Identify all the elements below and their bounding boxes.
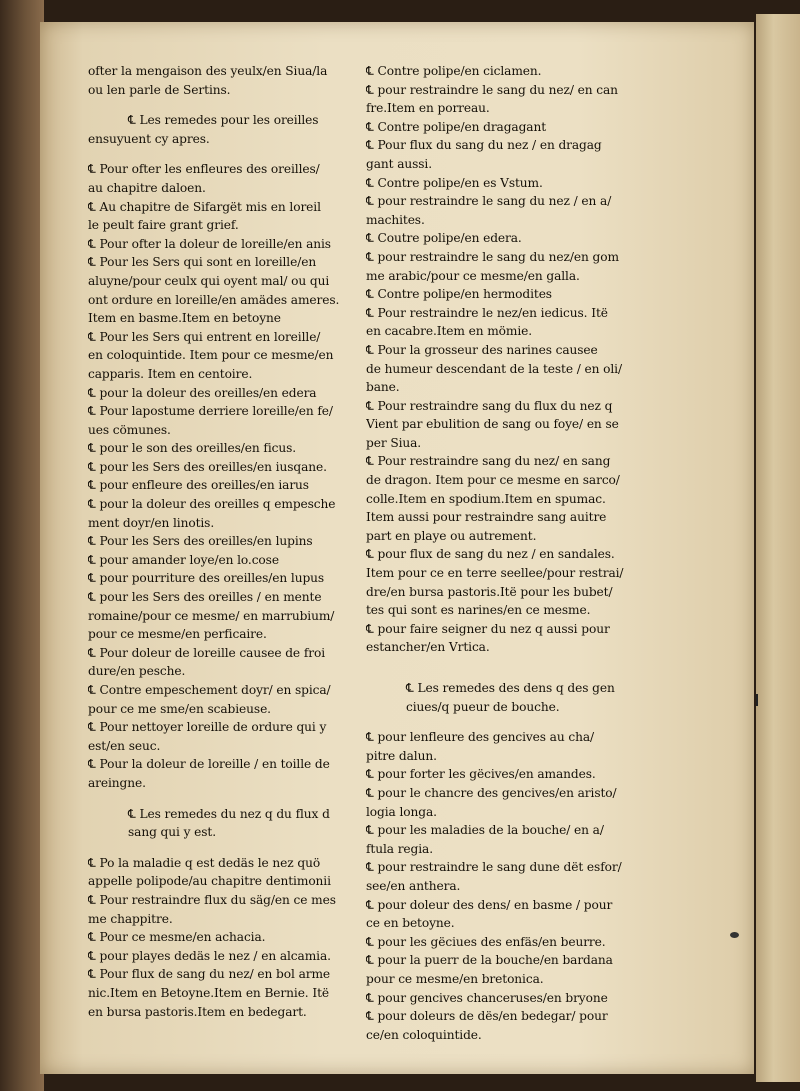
book-binding — [0, 0, 44, 1091]
text-line: ℄ pour pourriture des oreilles/en lupus — [88, 571, 325, 586]
text-line: ℄ pour lenfleure des gencives au cha/ — [366, 730, 595, 745]
text-line: see/en anthera. — [366, 878, 461, 893]
section-heading-line: sang qui y est. — [128, 825, 216, 840]
text-line: romaine/pour ce mesme/ en marrubium/ — [88, 608, 335, 623]
text-line: est/en seuc. — [88, 738, 161, 753]
text-line: pour ce mesme/en bretonica. — [366, 971, 544, 986]
text-line: de dragon. Item pour ce mesme en sarco/ — [366, 473, 620, 488]
text-line: tes qui sont es narines/en ce mesme. — [366, 603, 591, 618]
text-line: ℄ pour les Sers des oreilles / en mente — [88, 590, 322, 605]
text-line: ℄ Contre empeschement doyr/ en spica/ — [88, 683, 331, 697]
text-line: pour ce mesme/en perficaire. — [88, 627, 267, 642]
text-line: ℄ Contre polipe/en es Vstum. — [366, 175, 543, 190]
text-line: ℄ Pour restraindre sang du flux du nez q — [366, 398, 613, 413]
text-line: ℄ Pour restraindre le nez/en iedicus. Itë — [366, 305, 608, 320]
text-line: ment doyr/en linotis. — [88, 515, 215, 530]
text-line: ℄ Pour flux de sang du nez/ en bol arme — [88, 967, 331, 982]
text-line: fre.Item en porreau. — [366, 101, 490, 116]
text-line: logia longa. — [366, 804, 437, 819]
text-line: ℄ Pour restraindre flux du säg/en ce mes — [88, 892, 336, 907]
text-line: ℄ Au chapitre de Sifargët mis en loreil — [88, 199, 321, 214]
right-text-column — [366, 62, 636, 1044]
text-line: ℄ pour le chancre des gencives/en aristo/ — [366, 785, 617, 800]
section-heading-line: ℄ Les remedes pour les oreilles — [128, 113, 319, 128]
text-line: nic.Item en Betoyne.Item en Bernie. Itë — [88, 985, 329, 1000]
spacer — [88, 842, 353, 854]
section-heading-line: ℄ Les remedes du nez q du flux d — [128, 806, 330, 821]
text-line: ℄ pour doleur des dens/ en basme / pour — [366, 897, 613, 912]
text-line: dre/en bursa pastoris.Itë pour les bubet/ — [366, 584, 613, 599]
text-line: ℄ Pour ofter la doleur de loreille/en anis — [88, 236, 331, 251]
text-line: me chappitre. — [88, 911, 173, 926]
text-line: gant aussi. — [366, 156, 432, 171]
text-line: au chapitre daloen. — [88, 180, 206, 195]
text-line: ℄ Pour restraindre sang du nez/ en sang — [366, 454, 611, 469]
text-line: ℄ pour gencives chanceruses/en bryone — [366, 990, 608, 1005]
spacer — [366, 657, 636, 665]
text-line: aluyne/pour ceulx qui oyent mal/ ou qui — [88, 273, 330, 288]
text-line: ℄ Pour nettoyer loreille de ordure qui y — [88, 720, 327, 735]
text-line: ℄ pour playes dedäs le nez / en alcamia. — [88, 948, 331, 963]
text-line: ℄ Contre polipe/en ciclamen. — [366, 64, 542, 78]
text-line: ℄ Pour la grosseur des narines causee — [366, 342, 598, 357]
text-line: ℄ pour amander loye/en lo.cose — [88, 552, 279, 567]
text-line: pitre dalun. — [366, 748, 437, 763]
text-line: de humeur descendant de la teste / en oli/ — [366, 361, 622, 376]
text-line: ℄ pour la doleur des oreilles q empesche — [88, 497, 336, 512]
text-line: appelle polipode/au chapitre dentimonii — [88, 874, 331, 889]
spacer — [88, 148, 353, 160]
text-line: ℄ Pour lapostume derriere loreille/en fe/ — [88, 404, 333, 419]
text-line: ℄ Pour les Sers des oreilles/en lupins — [88, 534, 313, 549]
text-line: Item aussi pour restraindre sang auitre — [366, 510, 607, 525]
text-line: ℄ pour le son des oreilles/en ficus. — [88, 441, 297, 456]
spacer — [88, 99, 353, 111]
margin-mark — [756, 694, 758, 706]
text-line: ℄ pour restraindre le sang du nez/ en can — [366, 82, 618, 97]
text-line: ce en betoyne. — [366, 916, 455, 931]
text-line: ℄ pour les maladies de la bouche/ en a/ — [366, 823, 604, 838]
text-line: ℄ pour enfleure des oreilles/en iarus — [88, 478, 309, 493]
text-line: ℄ Pour ofter les enfleures des oreilles/ — [88, 162, 320, 177]
text-line: ont ordure en loreille/en amädes ameres. — [88, 292, 340, 307]
text-line: part en playe ou autrement. — [366, 528, 537, 543]
text-line: ℄ Po la maladie q est dedäs le nez quö — [88, 855, 321, 870]
text-line: en coloquintide. Item pour ce mesme/en — [88, 348, 334, 363]
text-line: bane. — [366, 380, 400, 395]
text-line: ues cömunes. — [88, 422, 171, 437]
text-line: ℄ pour forter les gëcives/en amandes. — [366, 767, 596, 782]
text-line: ℄ pour la doleur des oreilles/en edera — [88, 385, 317, 400]
text-line: ou len parle de Sertins. — [88, 82, 231, 97]
text-line: en cacabre.Item en mömie. — [366, 324, 533, 339]
text-line: ℄ Coutre polipe/en edera. — [366, 231, 522, 246]
text-line: estancher/en Vrtica. — [366, 640, 490, 655]
text-line: en bursa pastoris.Item en bedegart. — [88, 1004, 307, 1019]
text-line: ℄ Pour les Sers qui sont en loreille/en — [88, 255, 317, 270]
text-line: ℄ Pour les Sers qui entrent en loreille/ — [88, 329, 321, 344]
text-line: Item pour ce en terre seellee/pour restrai/ — [366, 566, 624, 581]
text-line: ℄ pour restraindre le sang du nez/en gom — [366, 249, 619, 264]
left-text-column — [88, 62, 353, 1021]
text-line: ce/en coloquintide. — [366, 1027, 482, 1042]
ink-blot — [730, 932, 739, 938]
text-line: ensuyuent cy apres. — [88, 131, 210, 146]
text-line: ℄ pour restraindre le sang du nez / en a/ — [366, 194, 612, 209]
text-line: ℄ pour faire seigner du nez q aussi pour — [366, 621, 610, 636]
text-line: ℄ pour restraindre le sang dune dët esfor/ — [366, 860, 622, 875]
spacer — [366, 716, 636, 728]
text-line: ofter la mengaison des yeulx/en Siua/la — [88, 64, 328, 78]
text-line: ftula regia. — [366, 841, 433, 856]
adjacent-page-edge — [756, 14, 800, 1082]
text-line: dure/en pesche. — [88, 664, 186, 679]
text-line: colle.Item en spodium.Item en spumac. — [366, 491, 606, 506]
text-line: ℄ Pour la doleur de loreille / en toille de — [88, 757, 330, 772]
text-line: Item en basme.Item en betoyne — [88, 311, 281, 326]
text-line: ℄ Contre polipe/en dragagant — [366, 119, 546, 134]
text-line: pour ce me sme/en scabieuse. — [88, 701, 271, 716]
section-heading-line: ℄ Les remedes des dens q des gen — [406, 681, 615, 695]
spacer — [88, 793, 353, 805]
text-line: ℄ Pour flux du sang du nez / en dragag — [366, 138, 602, 153]
text-line: machites. — [366, 212, 425, 227]
text-line: per Siua. — [366, 435, 422, 450]
text-line: le peult faire grant grief. — [88, 218, 239, 233]
text-line: capparis. Item en centoire. — [88, 366, 253, 381]
text-line: ℄ pour la puerr de la bouche/en bardana — [366, 953, 613, 968]
text-line: ℄ pour les gëciues des enfäs/en beurre. — [366, 934, 606, 949]
text-line: me arabic/pour ce mesme/en galla. — [366, 268, 580, 283]
text-line: areingne. — [88, 775, 146, 790]
text-line: ℄ Contre polipe/en hermodites — [366, 287, 552, 302]
text-line: Vient par ebulition de sang ou foye/ en se — [366, 417, 619, 432]
text-line: ℄ Pour doleur de loreille causee de froi — [88, 645, 325, 660]
section-heading-line: ciues/q pueur de bouche. — [406, 699, 560, 714]
text-line: ℄ pour flux de sang du nez / en sandales. — [366, 547, 615, 562]
text-line: ℄ pour les Sers des oreilles/en iusqane. — [88, 459, 327, 474]
text-line: ℄ Pour ce mesme/en achacia. — [88, 930, 266, 945]
text-line: ℄ pour doleurs de dës/en bedegar/ pour — [366, 1009, 608, 1024]
